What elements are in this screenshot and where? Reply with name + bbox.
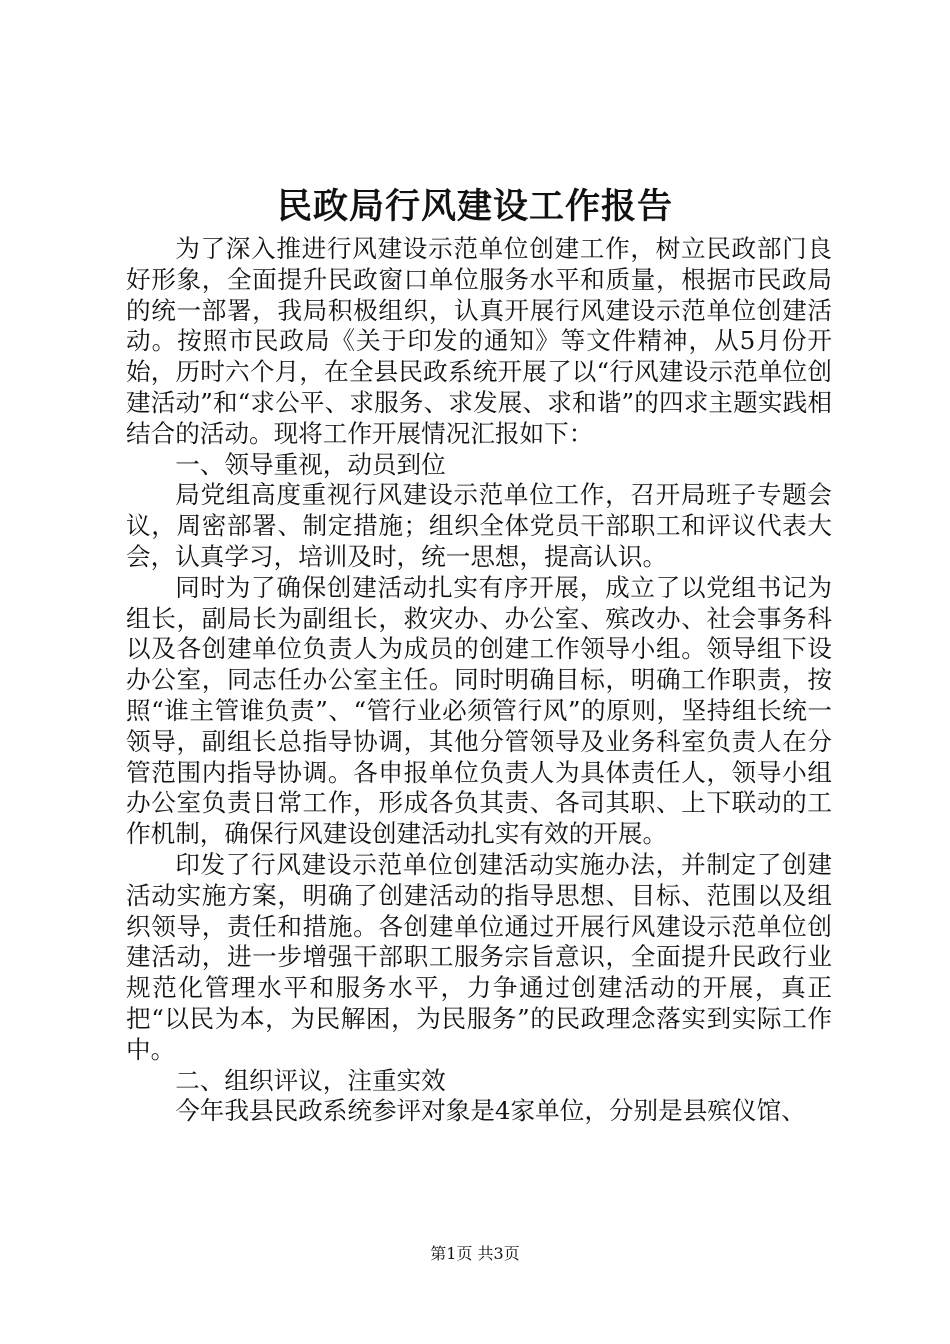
document-body — [126, 234, 832, 1127]
paragraph-intro: 为了深入推进行风建设示范单位创建工作，树立民政部门良好形象，全面提升民政窗口单位服务水平和质量，根据市民政局的统一部署，我局积极组织，认真开展行风建设示范单位创建活动。按照市民政局《关于印发的通知》等文件精神，从5月份开始，历时六个月，在全县民政系统开展了以“行风建设示范单位创建活动”和“求公平、求服务、求发展、求和谐”的四求主题实践相结合的活动。现将工作开展情况汇报如下： — [126, 234, 832, 448]
page-footer: 第1页 共3页 — [430, 1244, 520, 1263]
section-heading-1: 一、领导重视，动员到位 — [175, 449, 446, 479]
section-heading-2: 二、组织评议，注重实效 — [175, 1065, 446, 1095]
paragraph-evaluation: 今年我县民政系统参评对象是4家单位，分别是县殡仪馆、 — [175, 1096, 806, 1126]
document-title: 民政局行风建设工作报告 — [276, 186, 673, 227]
paragraph-leadership-group: 同时为了确保创建活动扎实有序开展，成立了以党组书记为组长，副局长为副组长，救灾办、办公室、殡改办、社会事务科以及各创建单位负责人为成员的创建工作领导小组。领导组下设办公室，同志任办公室主任。同时明确目标，明确工作职责，按照“谁主管谁负责”、“管行业必须管行风”的原则，坚持组长统一领导，副组长总指导协调，其他分管领导及业务科室负责人在分管范围内指导协调。各申报单位负责人为具体责任人，领导小组办公室负责日常工作，形成各负其责、各司其职、上下联动的工作机制，确保行风建设创建活动扎实有效的开展。 — [126, 572, 832, 849]
paragraph-leadership-meeting: 局党组高度重视行风建设示范单位工作，召开局班子专题会议，周密部署、制定措施；组织全体党员干部职工和评议代表大会，认真学习，培训及时，统一思想，提高认识。 — [126, 480, 832, 571]
paragraph-implementation: 印发了行风建设示范单位创建活动实施办法，并制定了创建活动实施方案，明确了创建活动的指导思想、目标、范围以及组织领导，责任和措施。各创建单位通过开展行风建设示范单位创建活动，进一步增强干部职工服务宗旨意识，全面提升民政行业规范化管理水平和服务水平，力争通过创建活动的开展，真正把“以民为本，为民解困，为民服务”的民政理念落实到实际工作中。 — [126, 849, 832, 1064]
